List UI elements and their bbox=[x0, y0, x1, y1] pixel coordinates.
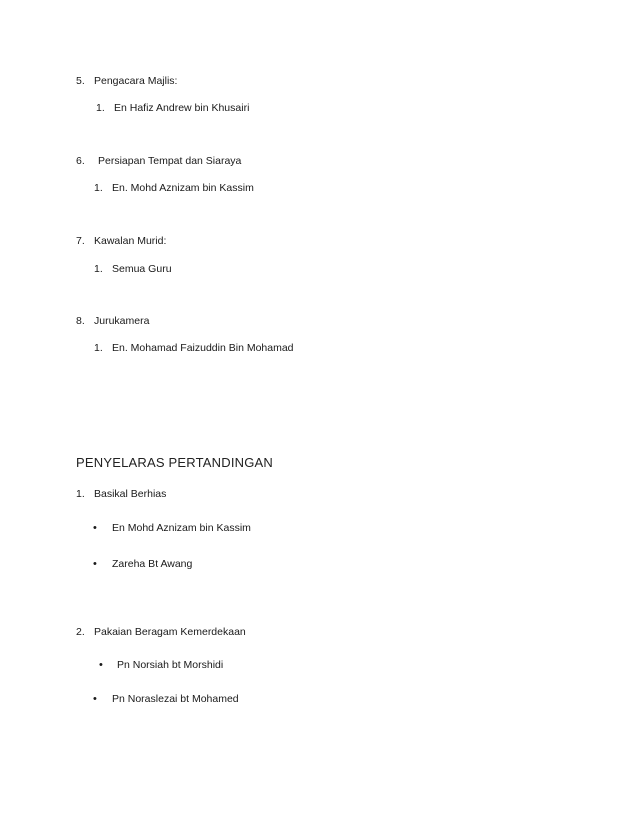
item-number: 8. bbox=[76, 315, 85, 327]
member-number: 1. bbox=[94, 342, 103, 354]
item-title: Pengacara Majlis: bbox=[94, 75, 178, 87]
coordinator-name: Pn Norsiah bt Morshidi bbox=[117, 659, 224, 671]
member-name: Semua Guru bbox=[112, 263, 172, 275]
coordinator-name: Pn Noraslezai bt Mohamed bbox=[112, 693, 239, 705]
item-number: 5. bbox=[76, 75, 85, 87]
item-title: Kawalan Murid: bbox=[94, 235, 167, 247]
bullet-icon: • bbox=[99, 659, 103, 671]
competition-number: 1. bbox=[76, 488, 85, 500]
coordinator-name: En Mohd Aznizam bin Kassim bbox=[112, 522, 251, 534]
competition-number: 2. bbox=[76, 626, 85, 638]
section-heading: PENYELARAS PERTANDINGAN bbox=[76, 455, 274, 470]
coordinator-name: Zareha Bt Awang bbox=[112, 558, 193, 570]
member-number: 1. bbox=[94, 263, 103, 275]
item-title: Jurukamera bbox=[94, 315, 150, 327]
member-name: En. Mohd Aznizam bin Kassim bbox=[112, 182, 254, 194]
member-number: 1. bbox=[96, 102, 105, 114]
competition-title: Basikal Berhias bbox=[94, 488, 167, 500]
member-name: En. Mohamad Faizuddin Bin Mohamad bbox=[112, 342, 294, 354]
competition-title: Pakaian Beragam Kemerdekaan bbox=[94, 626, 246, 638]
bullet-icon: • bbox=[93, 522, 97, 534]
bullet-icon: • bbox=[93, 558, 97, 570]
member-number: 1. bbox=[94, 182, 103, 194]
item-title: Persiapan Tempat dan Siaraya bbox=[98, 155, 242, 167]
bullet-icon: • bbox=[93, 693, 97, 705]
item-number: 6. bbox=[76, 155, 85, 167]
member-name: En Hafiz Andrew bin Khusairi bbox=[114, 102, 250, 114]
item-number: 7. bbox=[76, 235, 85, 247]
